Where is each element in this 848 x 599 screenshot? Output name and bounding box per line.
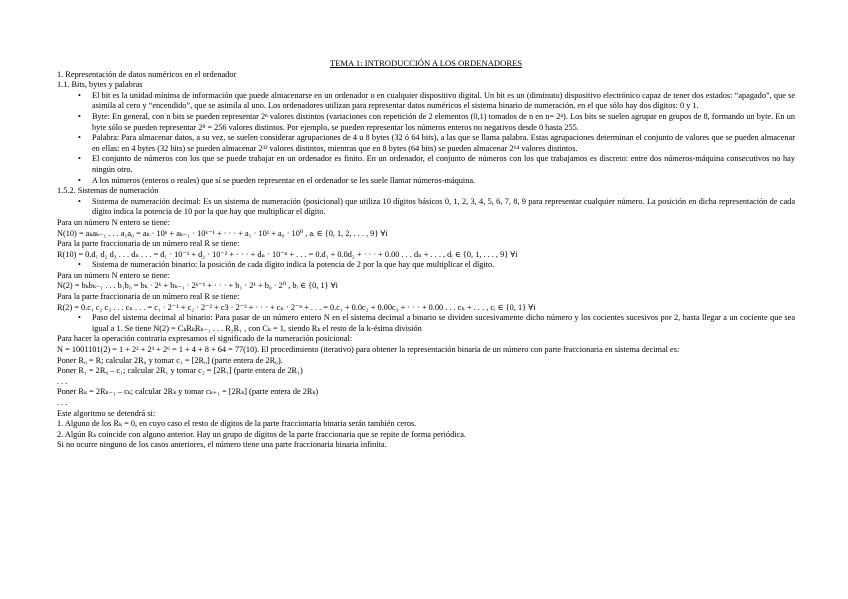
paragraph: Este algoritmo se detendrá si: [57,408,156,418]
list-item: • Sistema de numeración decimal: Es un sistema de numeración (posicional) que utiliza 10 dígitos básicos 0, 1, 2, 3, 4, 5, 6, 7, 8, 9 para representar cualquier número. La posición en dicha representación de cada dígito indica la potencia de 10 por la que hay que multiplicar el dígito. [92,197,795,218]
paragraph: N = 1001101(2) = 1 + 2² + 2³ + 2⁶ = 1 + 4 + 8 + 64 = 77(10). El procedimiento (iterativo) para obtener la representación binaria de un número con parte fraccionaria en sistema decimal es: [57,345,680,355]
paragraph: Para un número N entero se tiene: [57,270,170,280]
list-item: • El conjunto de números con los que se puede trabajar en un ordenador es finito. En un ordenador, el conjunto de números con los que trabajamos es discreto: entre dos números-máquina consecutivos no hay ningún otro. [92,154,795,175]
condition: 2. Algún Rₖ coincide con alguno anterior. Hay un grupo de dígitos de la parte fraccionaria que se repite de forma periódica. [57,429,466,439]
binary-list [57,260,795,271]
ellipsis: . . . [57,376,68,386]
document-page [57,58,795,451]
list-item: • Byte: En general, con n bits se pueden representar 2ⁿ valores distintos (variaciones con repetición de 2 elementos (0,1) tomados de n en n= 2ⁿ). Los bits se suelen agrupar en grupos de 8, formando un byte. En un byte sólo se pueden representar 2⁸ = 256 valores distintos. Por ejemplo, se pueden representar los números enteros no negativos desde 0 hasta 255. [92,112,795,133]
decimal-list [57,197,795,218]
conversion-list [57,313,795,334]
condition: 1. Alguno de los Rₖ = 0, en cuyo caso el resto de dígitos de la parte fraccionaria binaria serán también ceros. [57,419,417,429]
list-item: • Sistema de numeración binario: la posición de cada dígito indica la potencia de 2 por la que hay que multiplicar el dígito. [92,260,795,271]
list-item: • Palabra: Para almacenar datos, a su vez, se suelen considerar agrupaciones de 4 u 8 bytes (32 ó 64 bits), a las que se llama palabra. Estas agrupaciones determinan el conjunto de valores que se pueden almacenar en ellas: en 4 bytes (32 bits) se pueden almacenar 2³² valores distintos, mientras que en 8 bytes (64 bits) se pueden almacenar 2⁶⁴ valores distintos. [92,133,795,154]
subsection-heading: 1.5.2. Sistemas de numeración [57,186,159,196]
step: Poner Rₖ = 2Rₖ₋₁ – cₖ; calcular 2Rₖ y tomar cₖ₊₁ = [2Rₖ] (parte entera de 2Rₖ) [57,387,319,397]
paragraph: Si no ocurre ninguno de los casos anteriores, el número tiene una parte fraccionaria binaria infinita. [57,440,387,450]
step: Poner R₁ = 2R₀ – c₁; calcular 2R₁ y tomar c₂ = [2R₁] (parte entera de 2R₁) [57,366,303,376]
step: Poner R₀ = R; calcular 2R₀ y tomar c₁ = [2R₀] (parte entera de 2R₀). [57,355,283,365]
ellipsis: . . . [57,398,68,407]
paragraph: Para la parte fraccionaria de un número real R se tiene: [57,239,240,249]
list-item: • Paso del sistema decimal al binario: Para pasar de un número entero N en el sistema decimal a binario se dividen sucesivamente dicho número y los cocientes sucesivos por 2, hasta llegar a un cociente que sea igual a 1. Se tiene N(2) = CₖRₖRₖ₋₁ . . . R₂R₁ , con Cₖ = 1, siendo Rₖ el resto de la k-ésima división [92,313,795,334]
paragraph: Para hacer la operación contraria expresamos el significado de la numeración posicional: [57,334,353,344]
bits-list [57,91,795,186]
list-item: • A los números (enteros o reales) que sí se pueden representar en el ordenador se les suele llamar números-máquina. [92,176,795,187]
formula: R(10) = 0.d₁ d₂ d₃ . . . dₙ . . . = d₁ · 10⁻¹ + d₂ · 10⁻² + · · · + dₙ · 10⁻ⁿ + . . . = 0.d₁ + 0.0d₂ + · · · + 0.00 . . . dₙ + . . . , dᵢ ∈ {0, 1, . . . , 9} ∀i [57,249,518,259]
page-title: TEMA 1: INTRODUCCIÓN A LOS ORDENADORES [329,58,523,68]
formula: N(10) = aₖaₖ₋₁ . . . a₁a₀ = aₖ · 10ᵏ + aₖ₋₁ · 10ᵏ⁻¹ + · · · + a₁ · 10¹ + a₀ · 10⁰ , aᵢ ∈ {0, 1, 2, . . . , 9} ∀i [57,228,388,238]
paragraph: Para la parte fraccionaria de un número real R se tiene: [57,292,240,302]
formula: N(2) = bₖbₖ₋₁ . . . b₁b₀ = bₖ · 2ᵏ + bₖ₋₁ · 2ᵏ⁻¹ + · · · + b₁ · 2¹ + b₀ · 2⁰ , bᵢ ∈ {0, 1} ∀i [57,281,338,291]
section-heading: 1. Representación de datos numéricos en el ordenador [57,69,237,79]
subsection-heading: 1.1. Bits, bytes y palabras [57,80,143,90]
list-item: • El bit es la unidad mínima de información que puede almacenarse en un ordenador o en cualquier dispositivo digital. Un bit es un (diminuto) dispositivo electrónico capaz de tener dos estados: “apagado”, que se asimila al cero y “encendido”, que se asimila al uno. Los ordenadores utilizan para representar datos numéricos el sistema binario de numeración, en el que sólo hay dos dígitos: 0 y 1. [92,91,795,112]
paragraph: Para un número N entero se tiene: [57,217,170,227]
formula: R(2) = 0.c₁ c₂ c₃ . . . cₙ . . . = c₁ · 2⁻¹ + c₂ · 2⁻² + c3 · 2⁻³ + · · · + cₙ · 2⁻ⁿ + . . . = 0.c₁ + 0.0c₂ + 0.00c₃ + · · · + 0.00 . . . cₙ + . . . , cᵢ ∈ {0, 1} ∀i [57,302,536,312]
